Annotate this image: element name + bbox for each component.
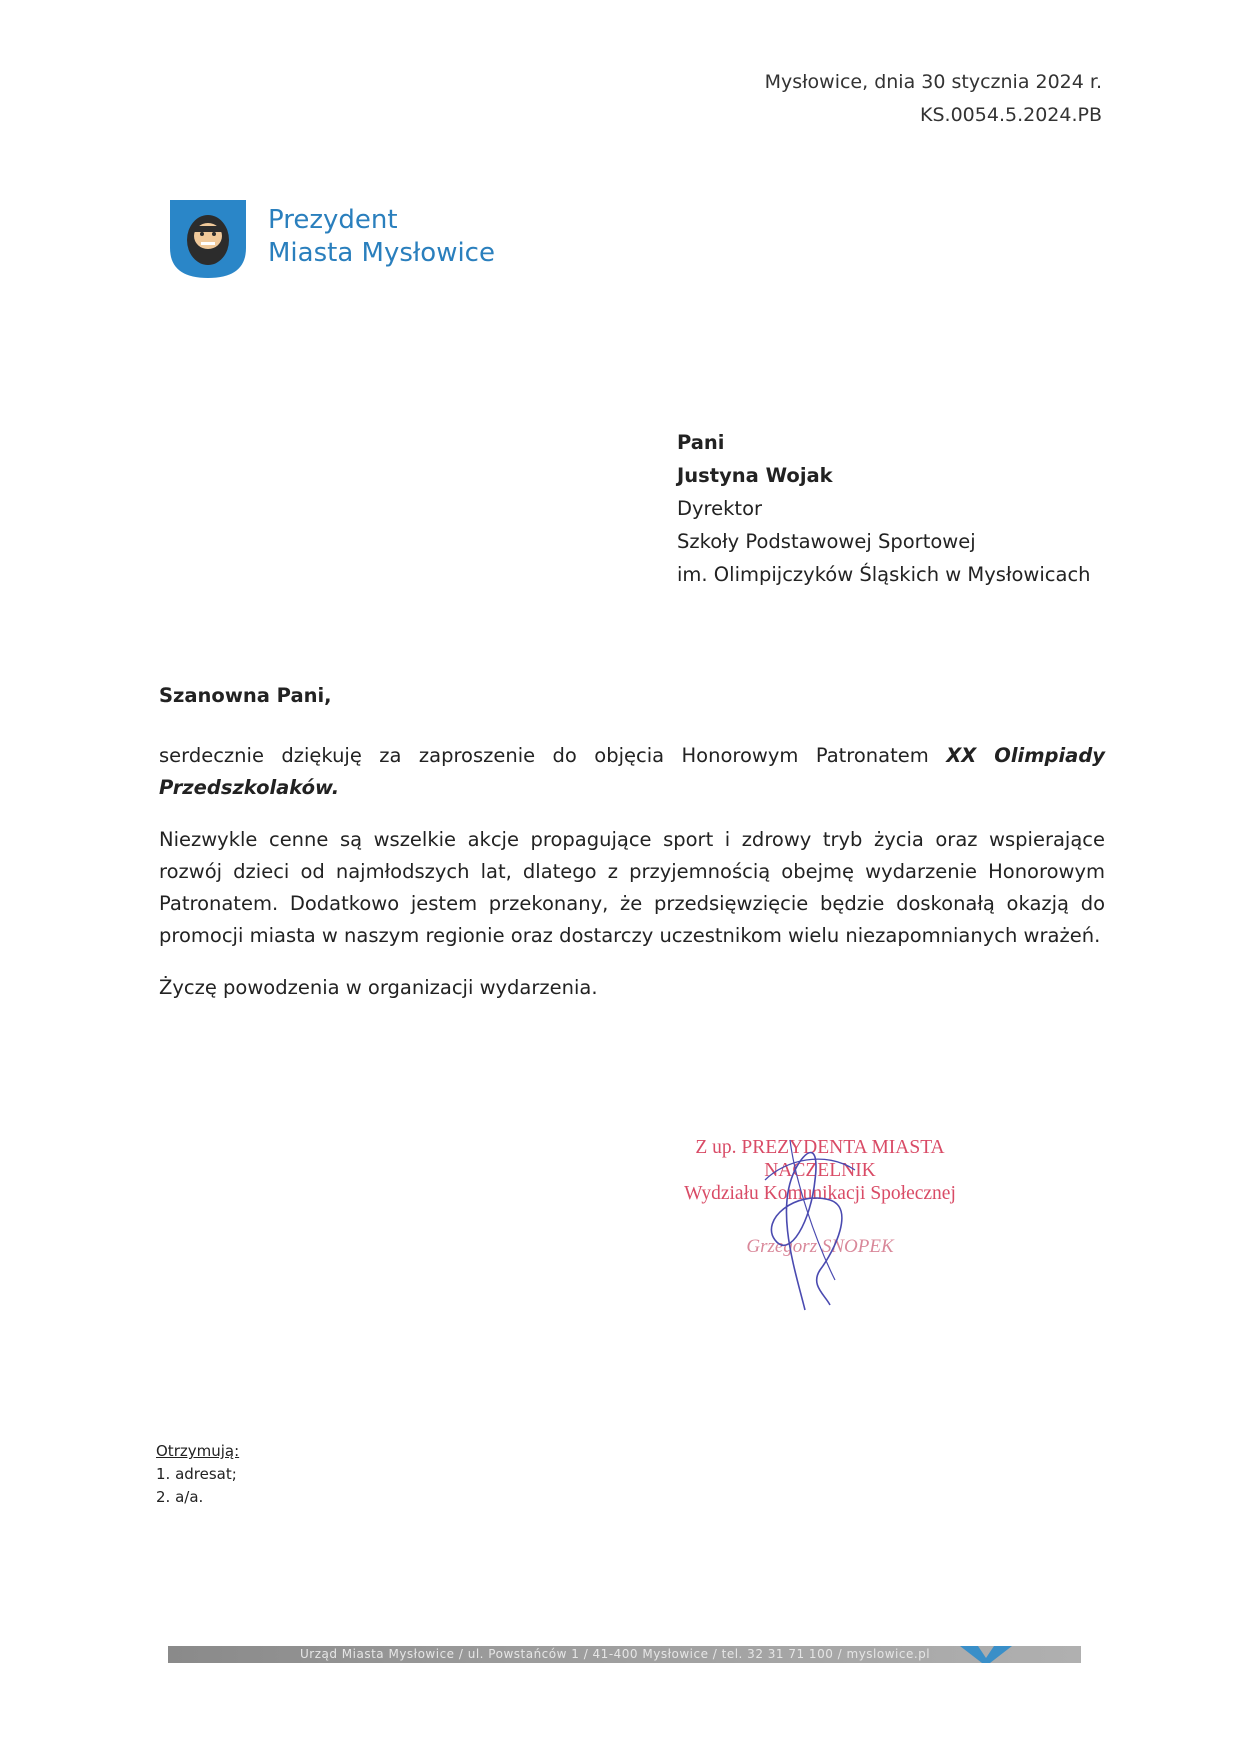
footer-chevron-icon [960, 1646, 1012, 1663]
recipient-title: Pani [677, 431, 725, 454]
salutation: Szanowna Pani, [159, 684, 332, 707]
recipient-institution-patron: im. Olimpijczyków Śląskich w Mysłowicach [677, 563, 1091, 586]
distribution-title: Otrzymują: [156, 1442, 240, 1460]
crest-icon [168, 198, 248, 280]
recipient-institution: Szkoły Podstawowej Sportowej [677, 530, 976, 553]
letter-header [765, 66, 1102, 132]
logo-text [268, 204, 495, 270]
paragraph-2: Niezwykle cenne są wszelkie akcje propagujące sport i zdrowy tryb życia oraz wspierające rozwój dzieci od najmłodszych lat, dlatego z przyjemnością obejmę wydarzenie Honorowym Patronatem. Dodatkowo jestem przekonany, że przedsięwzięcie będzie doskonałą okazją do promocji miasta w naszym regionie oraz dostarczy uczestnikom wielu niezapomnianych wrażeń. [159, 828, 1105, 947]
handwritten-signature [735, 1120, 885, 1320]
city-crest-logo [168, 198, 248, 284]
stamp-line-3: Wydziału Komunikacji Społecznej [684, 1183, 956, 1204]
recipient-name: Justyna Wojak [677, 464, 833, 487]
signatory-name: Grzegorz SNOPEK [746, 1236, 894, 1257]
stamp-line-2: NACZELNIK [764, 1160, 876, 1181]
reference-number: KS.0054.5.2024.PB [920, 104, 1102, 126]
event-name: XX Olimpiady Przedszkolaków. [159, 744, 1106, 799]
logo-line-2: Miasta Mysłowice [268, 238, 495, 268]
distribution-item: 1. adresat; [156, 1465, 237, 1483]
stamp-line-1: Z up. PREZYDENTA MIASTA [695, 1137, 945, 1158]
distribution-list [156, 1440, 239, 1509]
place-date: Mysłowice, dnia 30 stycznia 2024 r. [764, 71, 1102, 93]
paragraph-3: Życzę powodzenia w organizacji wydarzenia. [159, 976, 598, 999]
footer-contact: Urząd Miasta Mysłowice / ul. Powstańców 1 / 41-400 Mysłowice / tel. 32 31 71 100 / myslowice.pl [300, 1647, 931, 1661]
paragraph-1-text: serdecznie dziękuję za zaproszenie do objęcia Honorowym Patronatem [159, 744, 929, 767]
paragraph-1 [159, 740, 1105, 804]
logo-line-1: Prezydent [268, 205, 398, 235]
recipient-position: Dyrektor [677, 497, 763, 520]
distribution-item: 2. a/a. [156, 1488, 204, 1506]
recipient-address [677, 426, 1091, 591]
